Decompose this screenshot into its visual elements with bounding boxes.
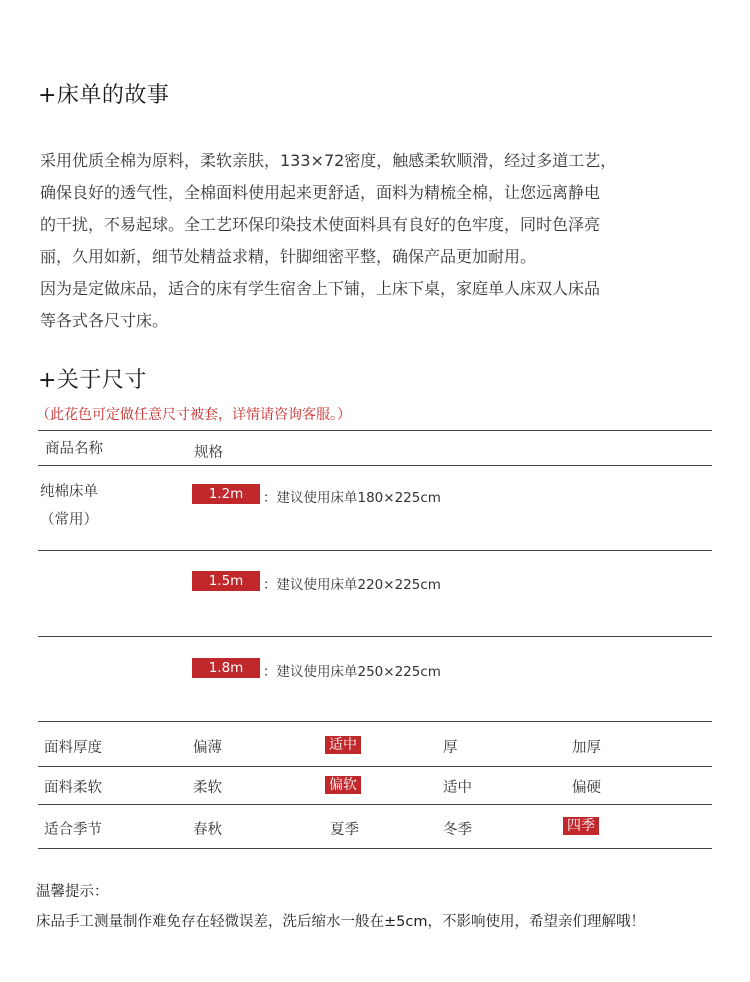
attr-option: 适中 [443, 780, 472, 796]
story-title: +床单的故事 [38, 83, 170, 108]
story-paragraph [40, 145, 700, 337]
attr-label-softness: 面料柔软 [44, 780, 102, 796]
header-product-name: 商品名称 [45, 441, 103, 457]
attr-label-season: 适合季节 [44, 822, 102, 838]
table-divider [38, 550, 712, 551]
table-divider [38, 804, 712, 805]
table-divider [38, 430, 712, 431]
attr-option-selected: 四季 [563, 817, 599, 835]
custom-size-note: （此花色可定做任意尺寸被套，详情请咨询客服。） [36, 407, 351, 423]
table-divider [38, 848, 712, 849]
size-badge: 1.2m [192, 484, 260, 504]
attr-option: 厚 [443, 740, 458, 756]
product-usage-note: （常用） [40, 512, 98, 528]
header-spec: 规格 [194, 445, 223, 461]
attr-option: 春秋 [193, 822, 222, 838]
attr-option: 偏薄 [193, 740, 222, 756]
table-divider [38, 465, 712, 466]
size-recommendation: ：建议使用床单180×225cm [263, 490, 441, 506]
size-title: +关于尺寸 [38, 368, 147, 393]
tips-text: 床品手工测量制作难免存在轻微误差，洗后缩水一般在±5cm，不影响使用，希望亲们理解哦！ [36, 914, 645, 930]
attr-option-selected: 适中 [325, 736, 361, 754]
table-divider [38, 766, 712, 767]
attr-option: 加厚 [572, 740, 601, 756]
product-name: 纯棉床单 [40, 484, 98, 500]
story-line: 等各式各尺寸床。 [40, 311, 169, 330]
story-line: 确保良好的透气性，全棉面料使用起来更舒适，面料为精梳全棉，让您远离静电 [40, 183, 601, 202]
size-badge: 1.5m [192, 571, 260, 591]
size-recommendation: ：建议使用床单220×225cm [263, 577, 441, 593]
attr-option: 冬季 [443, 822, 472, 838]
story-line: 丽，久用如新，细节处精益求精，针脚细密平整，确保产品更加耐用。 [40, 247, 537, 266]
attr-label-thickness: 面料厚度 [44, 740, 102, 756]
table-divider [38, 636, 712, 637]
story-line: 采用优质全棉为原料，柔软亲肤，133×72密度，触感柔软顺滑，经过多道工艺， [40, 151, 617, 170]
table-divider [38, 721, 712, 722]
story-line: 因为是定做床品，适合的床有学生宿舍上下铺，上床下桌，家庭单人床双人床品 [40, 279, 601, 298]
size-recommendation: ：建议使用床单250×225cm [263, 664, 441, 680]
attr-option: 柔软 [193, 780, 222, 796]
attr-option: 夏季 [330, 822, 359, 838]
attr-option: 偏硬 [572, 780, 601, 796]
tips-title: 温馨提示： [36, 884, 109, 900]
size-badge: 1.8m [192, 658, 260, 678]
attr-option-selected: 偏软 [325, 776, 361, 794]
story-line: 的干扰，不易起球。全工艺环保印染技术使面料具有良好的色牢度，同时色泽亮 [40, 215, 601, 234]
